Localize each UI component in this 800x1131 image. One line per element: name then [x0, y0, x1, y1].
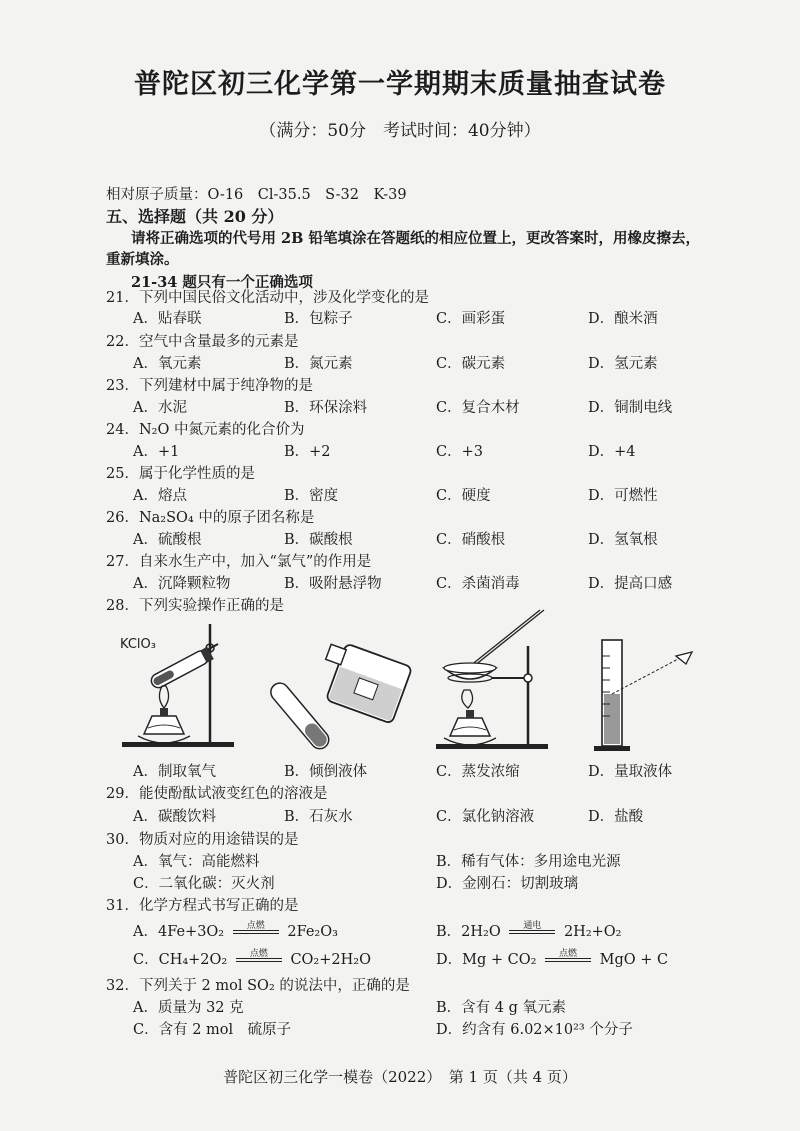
q31-c-condition: 点燃	[249, 949, 268, 959]
q21-option-b: B．包粽子	[284, 311, 353, 327]
q25-option-c: C．硬度	[436, 488, 491, 504]
question-21: 21．下列中国民俗文化活动中，涉及化学变化的是	[106, 290, 429, 306]
q31-d-arrow	[545, 949, 591, 962]
q24-option-c: C．+3	[436, 444, 483, 460]
q22-option-b: B．氮元素	[284, 356, 353, 372]
q30-option-b: B．稀有气体：多用途电光源	[436, 854, 621, 870]
q27-option-c: C．杀菌消毒	[436, 576, 520, 592]
q29-option-a: A．碳酸饮料	[133, 809, 216, 825]
q31-c-reactants: C．CH₄+2O₂	[133, 952, 228, 968]
q27-option-b: B．吸附悬浮物	[284, 576, 382, 592]
q23-option-a: A．水泥	[133, 400, 187, 416]
q24-option-d: D．+4	[588, 444, 636, 460]
q21-option-d: D．酿米酒	[588, 311, 658, 327]
instructions-line-1: 请将正确选项的代号用 2B 铅笔填涂在答题纸的相应位置上，更改答案时，用橡皮擦去，	[131, 230, 700, 247]
q31-d-condition: 点燃	[559, 949, 578, 959]
page-footer: 普陀区初三化学一模卷（2022） 第 1 页（共 4 页）	[223, 1068, 577, 1086]
q31-option-a	[133, 920, 338, 941]
q31-a-products: 2Fe₂O₃	[287, 924, 338, 940]
lab-figure-evaporation	[430, 608, 560, 756]
exam-subtitle: （满分：50分 考试时间：40分钟）	[259, 121, 541, 141]
q30-option-c: C．二氧化碳：灭火剂	[133, 876, 275, 892]
question-26: 26．Na₂SO₄ 中的原子团名称是	[106, 510, 315, 526]
question-24: 24．N₂O 中氮元素的化合价为	[106, 422, 305, 438]
q29-option-c: C．氯化钠溶液	[436, 809, 535, 825]
q28-option-c: C．蒸发浓缩	[436, 764, 520, 780]
q32-option-d: D．约含有 6.02×10²³ 个分子	[436, 1022, 633, 1038]
q31-option-b	[436, 920, 622, 941]
exam-title: 普陀区初三化学第一学期期末质量抽查试卷	[134, 69, 666, 100]
q24-option-b: B．+2	[284, 444, 331, 460]
q22-option-d: D．氢元素	[588, 356, 658, 372]
q31-d-reactants: D．Mg + CO₂	[436, 952, 537, 968]
q22-option-c: C．碳元素	[436, 356, 506, 372]
q31-c-arrow	[236, 949, 282, 962]
kclo3-label: KClO₃	[120, 637, 156, 652]
q31-a-arrow	[233, 921, 279, 934]
q22-option-a: A．氧元素	[133, 356, 202, 372]
instructions-line-2: 重新填涂。	[106, 251, 179, 268]
q28-option-d: D．量取液体	[588, 764, 673, 780]
q31-option-c	[133, 948, 371, 969]
q28-option-b: B．倾倒液体	[284, 764, 368, 780]
section-heading: 五、选择题（共 20 分）	[106, 207, 284, 226]
q30-option-a: A．氧气：高能燃料	[133, 854, 260, 870]
q31-b-products: 2H₂+O₂	[563, 924, 622, 940]
q32-option-c: C．含有 2 mol 硫原子	[133, 1022, 292, 1038]
question-32: 32．下列关于 2 mol SO₂ 的说法中，正确的是	[106, 978, 410, 994]
subsection-note: 21-34 题只有一个正确选项	[131, 274, 313, 291]
q30-option-d: D．金刚石：切割玻璃	[436, 876, 579, 892]
q25-option-a: A．熔点	[133, 488, 187, 504]
question-25: 25．属于化学性质的是	[106, 466, 255, 482]
question-27: 27．自来水生产中，加入“氯气”的作用是	[106, 554, 372, 570]
q23-option-d: D．铜制电线	[588, 400, 673, 416]
question-23: 23．下列建材中属于纯净物的是	[106, 378, 313, 394]
q31-a-reactants: A．4Fe+3O₂	[133, 924, 225, 940]
q24-option-a: A．+1	[133, 444, 180, 460]
q26-option-d: D．氢氧根	[588, 532, 658, 548]
q29-option-d: D．盐酸	[588, 809, 644, 825]
q27-option-d: D．提高口感	[588, 576, 673, 592]
q26-option-b: B．碳酸根	[284, 532, 353, 548]
question-29: 29．能使酚酞试液变红色的溶液是	[106, 786, 328, 802]
q31-a-condition: 点燃	[246, 921, 265, 931]
q28-option-a: A．制取氧气	[133, 764, 216, 780]
q31-option-d	[436, 948, 668, 969]
q23-option-c: C．复合木材	[436, 400, 520, 416]
q31-d-products: MgO + C	[599, 952, 669, 968]
q31-c-products: CO₂+2H₂O	[290, 952, 371, 968]
q29-option-b: B．石灰水	[284, 809, 353, 825]
q27-option-a: A．沉降颗粒物	[133, 576, 231, 592]
q26-option-a: A．硫酸根	[133, 532, 202, 548]
question-30: 30．物质对应的用途错误的是	[106, 832, 299, 848]
question-28: 28．下列实验操作正确的是	[106, 598, 284, 614]
q31-b-arrow	[509, 921, 555, 934]
question-22: 22．空气中含量最多的元素是	[106, 334, 299, 350]
q23-option-b: B．环保涂料	[284, 400, 368, 416]
atomic-mass-line: 相对原子质量：O-16 Cl-35.5 S-32 K-39	[106, 187, 407, 203]
q21-option-c: C．画彩蛋	[436, 311, 506, 327]
lab-figure-oxygen-prep	[118, 616, 258, 756]
question-31: 31．化学方程式书写正确的是	[106, 898, 299, 914]
q32-option-b: B．含有 4 g 氧元素	[436, 1000, 566, 1016]
q25-option-b: B．密度	[284, 488, 339, 504]
lab-figure-measuring	[588, 636, 708, 756]
q31-b-condition: 通电	[523, 921, 542, 931]
q31-b-reactants: B．2H₂O	[436, 924, 501, 940]
lab-figure-pouring	[265, 630, 415, 755]
q25-option-d: D．可燃性	[588, 488, 658, 504]
q32-option-a: A．质量为 32 克	[133, 1000, 244, 1016]
q26-option-c: C．硝酸根	[436, 532, 506, 548]
q21-option-a: A．贴春联	[133, 311, 202, 327]
